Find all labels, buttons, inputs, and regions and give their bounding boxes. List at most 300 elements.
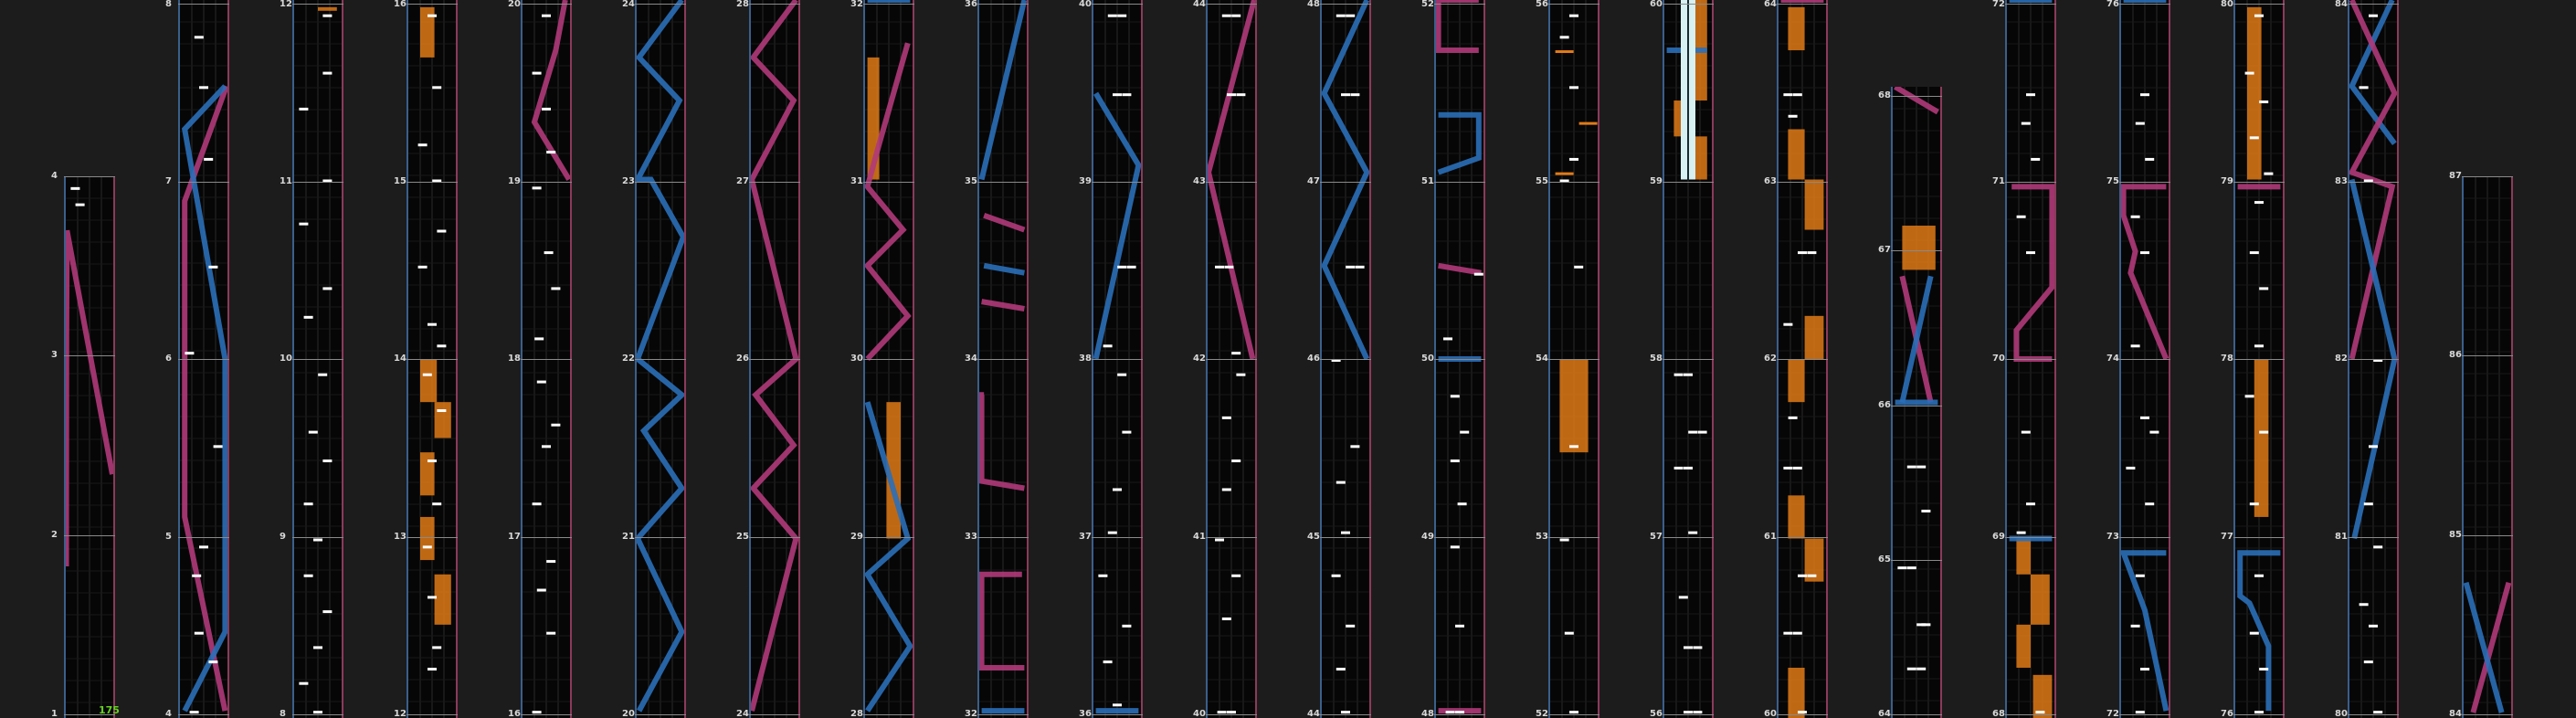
measure-line xyxy=(2348,714,2399,715)
measure-line xyxy=(178,714,229,715)
measure-number: 45 xyxy=(1307,531,1320,542)
measure-number: 29 xyxy=(850,531,863,542)
measure-number: 37 xyxy=(1079,531,1092,542)
tap-note xyxy=(2254,344,2264,347)
tap-note xyxy=(2250,502,2259,505)
tap-note xyxy=(299,108,308,111)
tap-note xyxy=(1222,618,1231,620)
measure-line xyxy=(2005,714,2056,715)
tap-note xyxy=(2140,93,2149,96)
tap-note xyxy=(428,15,437,17)
measure-number: 69 xyxy=(1992,531,2005,542)
freeze-arrow xyxy=(2016,625,2031,668)
tap-note xyxy=(2250,136,2259,139)
measure-line xyxy=(2119,714,2170,715)
measure-line xyxy=(1434,537,1485,538)
tap-note xyxy=(2360,603,2369,606)
tap-note xyxy=(2136,575,2145,577)
measure-line xyxy=(1092,359,1143,360)
tap-note xyxy=(1108,532,1117,534)
measure-line xyxy=(863,714,914,715)
measure-number: 28 xyxy=(850,709,863,718)
tap-note xyxy=(313,711,322,713)
tap-note xyxy=(1916,668,1926,670)
tap-note xyxy=(1789,115,1798,118)
freeze-arrow xyxy=(1788,7,1804,50)
tap-note xyxy=(1231,575,1240,577)
tap-note xyxy=(208,660,217,663)
measure-number: 55 xyxy=(1536,175,1548,186)
measure-number: 7 xyxy=(165,175,172,186)
measure-line xyxy=(1891,250,1942,251)
measure-number: 30 xyxy=(850,354,863,364)
tap-note xyxy=(437,409,446,412)
tap-note xyxy=(2017,532,2026,534)
measure-line xyxy=(1206,537,1257,538)
measure-line xyxy=(2119,182,2170,183)
tap-note xyxy=(1336,15,1346,17)
tap-note xyxy=(1346,625,1355,628)
tap-note xyxy=(2026,93,2035,96)
lane-notes xyxy=(66,176,113,718)
measure-number: 52 xyxy=(1421,0,1434,9)
measure-number: 5 xyxy=(165,531,172,542)
tap-note xyxy=(1684,646,1693,649)
tap-note xyxy=(2250,251,2259,254)
tap-note xyxy=(1227,711,1236,713)
tap-note xyxy=(1127,266,1136,269)
tap-note xyxy=(2126,467,2135,470)
freeze-arrow xyxy=(1805,180,1824,230)
tap-note xyxy=(2259,287,2268,290)
measure-number: 81 xyxy=(2335,531,2348,542)
tap-note xyxy=(1693,646,1702,649)
orange-tap-note xyxy=(1579,122,1598,125)
measure-number: 4 xyxy=(51,171,58,181)
measure-number: 35 xyxy=(965,175,977,186)
measure-line xyxy=(292,714,343,715)
measure-line xyxy=(1092,182,1143,183)
measure-number: 54 xyxy=(1536,354,1548,364)
measure-number: 80 xyxy=(2221,0,2233,9)
measure-line xyxy=(2005,537,2056,538)
measure-number: 67 xyxy=(1878,245,1891,256)
measure-number: 12 xyxy=(280,0,292,9)
tap-note xyxy=(1569,158,1578,161)
tap-note xyxy=(1897,566,1906,569)
tap-note xyxy=(313,646,322,649)
measure-number: 62 xyxy=(1764,354,1777,364)
measure-number: 32 xyxy=(965,709,977,718)
tap-note xyxy=(1222,15,1231,17)
measure-number: 76 xyxy=(2221,709,2233,718)
measure-line xyxy=(64,355,115,356)
tap-note xyxy=(214,445,223,448)
tap-note xyxy=(1224,266,1233,269)
measure-number: 64 xyxy=(1878,709,1891,718)
measure-number: 80 xyxy=(2335,709,2348,718)
measure-number: 63 xyxy=(1764,175,1777,186)
measure-number: 72 xyxy=(1992,0,2005,9)
measure-number: 56 xyxy=(1536,0,1548,9)
measure-line xyxy=(749,359,800,360)
measure-line xyxy=(1206,714,1257,715)
tap-note xyxy=(544,251,554,254)
tap-note xyxy=(2026,502,2035,505)
tap-note xyxy=(432,646,441,649)
tap-note xyxy=(542,15,551,17)
tap-note xyxy=(2140,417,2149,419)
tap-note xyxy=(2369,15,2378,17)
freeze-arrow xyxy=(2016,539,2031,575)
freeze-arrow xyxy=(1788,359,1804,402)
tap-note xyxy=(1346,15,1355,17)
measure-number: 25 xyxy=(736,531,749,542)
measure-line xyxy=(1777,537,1828,538)
tap-note xyxy=(537,589,546,592)
tap-note xyxy=(2017,216,2026,218)
tap-note xyxy=(309,431,318,434)
measure-line xyxy=(863,4,914,5)
tap-note xyxy=(1789,417,1798,419)
tap-note xyxy=(1569,15,1578,17)
measure-line xyxy=(1092,714,1143,715)
measure-line xyxy=(292,359,343,360)
tap-note xyxy=(304,502,313,505)
measure-number: 78 xyxy=(2221,354,2233,364)
measure-line xyxy=(1206,182,1257,183)
tap-note xyxy=(432,502,441,505)
measure-line xyxy=(863,359,914,360)
measure-line xyxy=(977,359,1029,360)
measure-line xyxy=(2233,359,2285,360)
tap-note xyxy=(1674,374,1684,376)
tap-note xyxy=(428,596,437,598)
measure-line xyxy=(1777,182,1828,183)
measure-line xyxy=(1548,4,1599,5)
measure-line xyxy=(1663,359,1714,360)
right-slide xyxy=(984,216,1024,230)
tap-note xyxy=(1807,575,1816,577)
measure-number: 18 xyxy=(508,354,521,364)
lane-column xyxy=(2462,176,2513,718)
measure-line xyxy=(863,537,914,538)
measure-line xyxy=(2348,537,2399,538)
tap-note xyxy=(2140,251,2149,254)
measure-line xyxy=(1320,4,1371,5)
measure-line xyxy=(1777,359,1828,360)
freeze-arrow xyxy=(435,402,451,438)
measure-line xyxy=(1320,359,1371,360)
tap-note xyxy=(1907,668,1916,670)
measure-line xyxy=(1891,406,1942,407)
measure-line xyxy=(2233,714,2285,715)
measure-line xyxy=(2005,359,2056,360)
measure-number: 84 xyxy=(2449,709,2462,718)
tap-note xyxy=(2131,344,2140,347)
lane-notes xyxy=(2464,176,2511,718)
measure-number: 85 xyxy=(2449,529,2462,540)
tap-note xyxy=(1231,352,1240,354)
measure-number: 40 xyxy=(1079,0,1092,9)
measure-number: 8 xyxy=(280,709,286,718)
measure-line xyxy=(1663,537,1714,538)
measure-line xyxy=(635,182,686,183)
measure-line xyxy=(1320,537,1371,538)
measure-line xyxy=(521,182,572,183)
tap-note xyxy=(1350,93,1359,96)
measure-line xyxy=(1206,359,1257,360)
tap-note xyxy=(1798,711,1807,713)
tap-note xyxy=(2035,711,2044,713)
measure-number: 68 xyxy=(1992,709,2005,718)
freeze-arrow xyxy=(435,575,451,625)
tap-note xyxy=(423,374,432,376)
tap-note xyxy=(1569,711,1578,713)
measure-number: 43 xyxy=(1193,175,1206,186)
tap-note xyxy=(1679,596,1688,598)
measure-number: 68 xyxy=(1878,90,1891,100)
tap-note xyxy=(1574,266,1583,269)
tap-note xyxy=(1451,395,1460,397)
measure-line xyxy=(1548,714,1599,715)
tap-note xyxy=(1798,575,1807,577)
measure-line xyxy=(1777,714,1828,715)
tap-note xyxy=(1693,711,1702,713)
tap-note xyxy=(1113,703,1122,706)
freeze-arrow xyxy=(1902,226,1916,269)
measure-number: 26 xyxy=(736,354,749,364)
tap-note xyxy=(2136,122,2145,125)
tap-note xyxy=(546,632,555,635)
tap-note xyxy=(1446,711,1455,713)
tap-note xyxy=(1341,93,1350,96)
measure-number: 41 xyxy=(1193,531,1206,542)
measure-number: 60 xyxy=(1764,709,1777,718)
measure-number: 1 xyxy=(51,709,58,718)
measure-line xyxy=(2005,4,2056,5)
measure-number: 19 xyxy=(508,175,521,186)
tap-note xyxy=(1684,374,1693,376)
tap-note xyxy=(1793,632,1802,635)
measure-line xyxy=(292,537,343,538)
measure-line xyxy=(635,359,686,360)
tap-note xyxy=(533,186,542,189)
tap-note xyxy=(418,266,428,269)
tap-note xyxy=(542,108,551,111)
tap-note xyxy=(318,374,327,376)
tap-note xyxy=(313,539,322,542)
tap-note xyxy=(1108,15,1117,17)
tap-note xyxy=(1215,266,1224,269)
measure-number: 8 xyxy=(165,0,172,9)
measure-number: 48 xyxy=(1421,709,1434,718)
measure-line xyxy=(1663,4,1714,5)
measure-line xyxy=(977,714,1029,715)
tap-note xyxy=(1336,481,1346,484)
measure-number: 50 xyxy=(1421,354,1434,364)
measure-line xyxy=(292,182,343,183)
tap-note xyxy=(192,575,201,577)
measure-line xyxy=(749,4,800,5)
tap-note xyxy=(1222,417,1231,419)
measure-number: 84 xyxy=(2335,0,2348,9)
measure-number: 65 xyxy=(1878,554,1891,565)
freeze-arrow xyxy=(420,359,437,402)
tap-note xyxy=(1113,488,1122,491)
measure-line xyxy=(1434,4,1485,5)
tap-note xyxy=(1222,488,1231,491)
measure-line xyxy=(2119,537,2170,538)
tap-note xyxy=(1451,459,1460,462)
measure-line xyxy=(749,182,800,183)
measure-number: 16 xyxy=(508,709,521,718)
right-slide xyxy=(982,301,1025,309)
tap-note xyxy=(322,459,332,462)
measure-number: 49 xyxy=(1421,531,1434,542)
tap-note xyxy=(1117,266,1126,269)
tap-note xyxy=(1684,711,1693,713)
measure-line xyxy=(635,714,686,715)
tap-note xyxy=(1215,539,1224,542)
measure-line xyxy=(2462,176,2513,177)
measure-line xyxy=(1206,4,1257,5)
tap-note xyxy=(195,632,204,635)
measure-line xyxy=(2462,535,2513,536)
orange-tap-note xyxy=(1556,173,1574,175)
tap-note xyxy=(428,668,437,670)
measure-number: 60 xyxy=(1650,0,1663,9)
measure-line xyxy=(178,359,229,360)
measure-line xyxy=(1663,182,1714,183)
measure-number: 23 xyxy=(622,175,635,186)
tap-note xyxy=(70,187,79,190)
tap-note xyxy=(2149,431,2159,434)
measure-number: 75 xyxy=(2106,175,2119,186)
measure-number: 9 xyxy=(280,531,286,542)
tap-note xyxy=(1122,93,1131,96)
measure-line xyxy=(2119,359,2170,360)
measure-number: 39 xyxy=(1079,175,1092,186)
measure-number: 72 xyxy=(2106,709,2119,718)
tap-note xyxy=(1350,445,1359,448)
measure-number: 12 xyxy=(394,709,406,718)
measure-line xyxy=(2348,359,2399,360)
measure-line xyxy=(1434,182,1485,183)
tap-note xyxy=(1907,566,1916,569)
measure-number: 17 xyxy=(508,531,521,542)
measure-number: 87 xyxy=(2449,171,2462,181)
tap-note xyxy=(322,72,332,75)
measure-number: 44 xyxy=(1307,709,1320,718)
tap-note xyxy=(428,459,437,462)
tap-note xyxy=(1346,266,1355,269)
tap-note xyxy=(1113,93,1122,96)
measure-number: 2 xyxy=(51,529,58,540)
right-slide xyxy=(2473,583,2508,713)
tap-note xyxy=(2373,711,2382,713)
freeze-arrow xyxy=(1788,129,1804,179)
measure-line xyxy=(1548,359,1599,360)
tap-note xyxy=(2254,575,2264,577)
measure-number: 15 xyxy=(394,175,406,186)
freeze-arrow xyxy=(1788,668,1804,718)
measure-number: 46 xyxy=(1307,354,1320,364)
measure-line xyxy=(1663,714,1714,715)
tap-note xyxy=(534,337,544,340)
measure-number: 42 xyxy=(1193,354,1206,364)
measure-number: 86 xyxy=(2449,350,2462,361)
tap-note xyxy=(322,287,332,290)
measure-line xyxy=(1891,96,1942,97)
freeze-arrow xyxy=(318,7,337,11)
measure-number: 24 xyxy=(622,0,635,9)
measure-number: 27 xyxy=(736,175,749,186)
measure-line xyxy=(64,535,115,536)
measure-number: 24 xyxy=(736,709,749,718)
tap-note xyxy=(1783,93,1792,96)
freeze-arrow xyxy=(1916,226,1936,269)
measure-number: 34 xyxy=(965,354,977,364)
measure-line xyxy=(292,4,343,5)
freeze-arrow xyxy=(1559,359,1588,452)
tap-note xyxy=(1356,266,1365,269)
tap-note xyxy=(199,86,208,89)
tap-note xyxy=(546,560,555,563)
tap-note xyxy=(1336,668,1346,670)
tap-note xyxy=(1560,36,1569,38)
left-slide xyxy=(1439,115,1479,173)
measure-number: 6 xyxy=(165,354,172,364)
tap-note xyxy=(1698,431,1707,434)
tap-note xyxy=(1236,374,1245,376)
measure-line xyxy=(2462,355,2513,356)
measure-number: 79 xyxy=(2221,175,2233,186)
measure-number: 36 xyxy=(965,0,977,9)
tap-note xyxy=(1341,532,1350,534)
tap-note xyxy=(428,323,437,326)
measure-number: 56 xyxy=(1650,709,1663,718)
measure-line xyxy=(1320,714,1371,715)
freeze-arrow xyxy=(2254,359,2269,517)
measure-number: 58 xyxy=(1650,354,1663,364)
measure-line xyxy=(1092,537,1143,538)
tap-note xyxy=(2131,625,2140,628)
tap-note xyxy=(2259,100,2268,103)
tap-note xyxy=(299,682,308,685)
combo-counter: 175 xyxy=(99,704,120,716)
tap-note xyxy=(1455,625,1464,628)
tap-note xyxy=(2364,660,2373,663)
tap-note xyxy=(1103,344,1113,347)
measure-line xyxy=(1320,182,1371,183)
measure-line xyxy=(635,4,686,5)
tap-note xyxy=(2259,431,2268,434)
measure-line xyxy=(1891,560,1942,561)
measure-line xyxy=(521,714,572,715)
tap-note xyxy=(533,72,542,75)
tap-note xyxy=(1674,467,1684,470)
tap-note xyxy=(2245,72,2254,75)
measure-line xyxy=(2233,182,2285,183)
tap-note xyxy=(1103,660,1113,663)
tap-note xyxy=(1793,467,1802,470)
tap-note xyxy=(1455,711,1464,713)
right-slide xyxy=(2011,186,2052,359)
lane-notes xyxy=(1893,87,1940,718)
measure-number: 28 xyxy=(736,0,749,9)
tap-note xyxy=(299,223,308,226)
